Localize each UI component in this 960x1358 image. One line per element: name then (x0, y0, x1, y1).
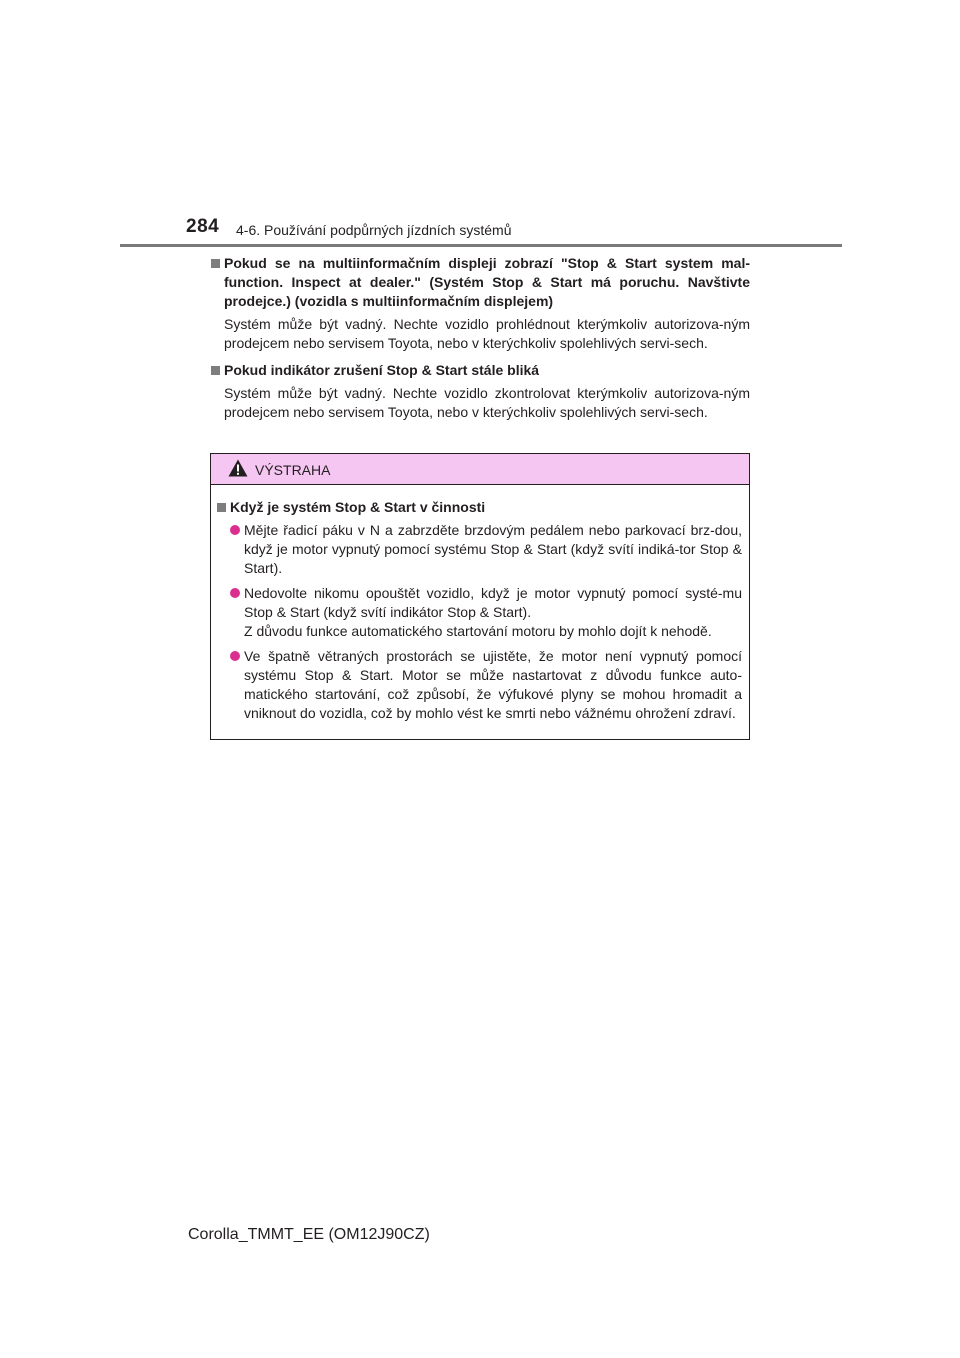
warning-item-text: Ve špatně větraných prostorách se ujistěte, že motor není vypnutý pomocí systému Stop & Start. Motor se může nastartovat z důvodu funkce auto-matického startování, což způsobí, že výfukové plyny se mohou hromadit a vniknout do vozidla, což by mohlo vést ke smrti nebo vážnému ohrožení zdraví. (244, 648, 742, 721)
square-bullet-icon (217, 503, 226, 512)
warning-header (211, 454, 749, 485)
square-bullet-icon (211, 259, 220, 268)
warning-triangle-icon (228, 459, 248, 477)
footer-label: Corolla_TMMT_EE (OM12J90CZ) (188, 1226, 430, 1243)
section-heading-text: Pokud indikátor zrušení Stop & Start stále bliká (224, 362, 540, 378)
section-body: Systém může být vadný. Nechte vozidlo prohlédnout kterýmkoliv autorizova-ným prodejcem nebo servisem Toyota, nebo v kterýchkoliv spolehlivých servi-sech. (224, 316, 750, 351)
warning-list (216, 521, 742, 723)
warning-body (211, 485, 749, 723)
page-number: 284 (186, 216, 220, 237)
section-body: Systém může být vadný. Nechte vozidlo zkontrolovat kterýmkoliv autorizova-ným prodejcem nebo servisem Toyota, nebo v kterýchkoliv spolehlivých servi-sech. (224, 385, 750, 420)
running-head: 4-6. Používání podpůrných jízdních systémů (236, 222, 512, 238)
warning-item (216, 647, 742, 723)
warning-item-text: Nedovolte nikomu opouštět vozidlo, když je motor vypnutý pomocí systé-mu Stop & Start (když svítí indikátor Stop & Start). (244, 585, 742, 620)
warning-item (216, 584, 742, 641)
circle-bullet-icon (230, 651, 240, 661)
section-display-message (210, 254, 750, 353)
section-heading-text: Pokud se na multiinformačním displeji zobrazí "Stop & Start system mal-function. Inspect at dealer." (Systém Stop & Start má poruchu. Navštivte prodejce.) (vozidla s multiinformačním displejem) (224, 255, 750, 309)
warning-heading (216, 498, 742, 517)
warning-heading-text: Když je systém Stop & Start v činnosti (230, 499, 486, 515)
header-rule (120, 244, 842, 247)
warning-title: VÝSTRAHA (255, 462, 331, 478)
warning-item (216, 521, 742, 578)
section-indicator-blinking (210, 361, 750, 422)
main-content (210, 254, 750, 430)
circle-bullet-icon (230, 525, 240, 535)
warning-item-extra: Z důvodu funkce automatického startování motoru by mohlo dojít k nehodě. (244, 623, 712, 639)
circle-bullet-icon (230, 588, 240, 598)
section-heading (210, 254, 750, 311)
square-bullet-icon (211, 366, 220, 375)
warning-item-text: Mějte řadicí páku v N a zabrzděte brzdovým pedálem nebo parkovací brz-dou, když je motor vypnutý pomocí systému Stop & Start (když svítí indiká-tor Stop & Start). (244, 522, 742, 576)
section-heading (210, 361, 750, 380)
warning-box (210, 453, 750, 740)
